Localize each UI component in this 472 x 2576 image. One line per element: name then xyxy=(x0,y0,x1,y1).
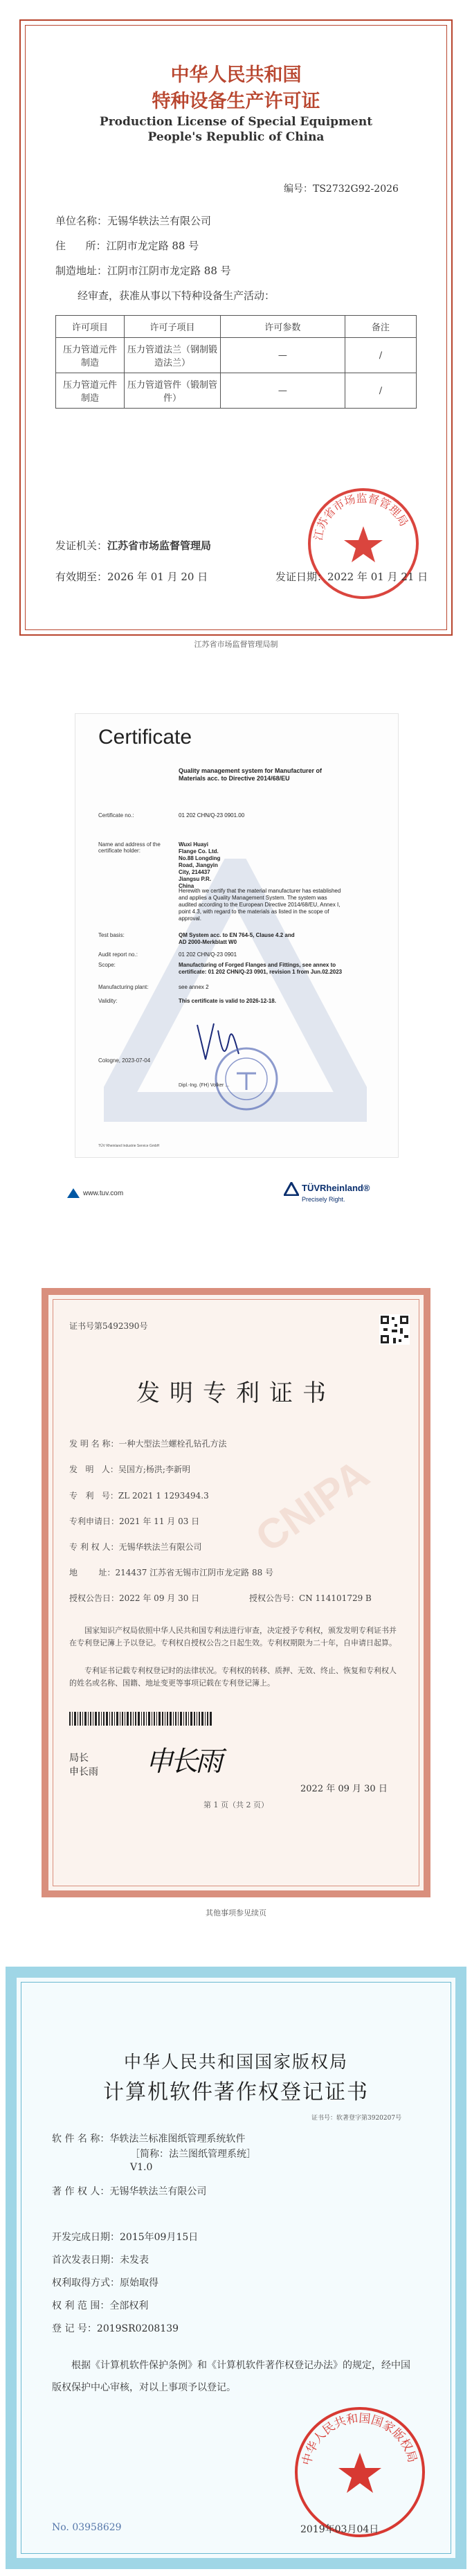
reg-label: 登 记 号： xyxy=(52,2323,97,2334)
table-header-row xyxy=(56,316,417,338)
table-row xyxy=(56,373,417,409)
owner-value: 无锡华轶法兰有限公司 xyxy=(118,1542,202,1552)
audit-label: Audit report no.: xyxy=(98,951,138,958)
software-owner xyxy=(52,2184,206,2198)
patent-date: 2022 年 09 月 30 日 xyxy=(300,1784,388,1794)
software-serial: No. 03958629 xyxy=(52,2522,122,2533)
issuer-value: 江苏省市场监督管理局 xyxy=(107,539,212,552)
table-cell: 压力管道法兰（钢制锻造法兰） xyxy=(125,338,221,373)
license-number xyxy=(284,181,399,195)
license-issuer xyxy=(55,538,211,553)
software-date: 2019年03月04日 xyxy=(300,2524,379,2535)
unit-value: 无锡华轶法兰有限公司 xyxy=(107,215,212,227)
certificate-subtitle: Quality management system for Manufacturer of Materials acc. to Directive 2014/68/EU xyxy=(179,767,323,782)
software-name xyxy=(52,2131,245,2145)
validity-label: Validity: xyxy=(98,998,118,1004)
site-label: 制造地址： xyxy=(55,265,108,277)
grant-label: 授权公告日： xyxy=(69,1593,120,1603)
director-signature: 申长雨 xyxy=(145,1746,220,1778)
patent-body-2: 专利证书记载专利权登记时的法律状况。专利权的转移、质押、无效、终止、恢复和专利权人的姓名或名称、国籍、地址变更等事项记载在专利登记簿上。 xyxy=(69,1666,397,1688)
software-version: V1.0 xyxy=(130,2162,153,2173)
patent-certificate xyxy=(0,1260,472,1953)
tuv-tagline: Precisely Right. xyxy=(302,1196,345,1203)
director-label: 局长 xyxy=(69,1753,89,1764)
footer-org: TÜV Rheinland Industrie Service GmbH xyxy=(98,1144,160,1148)
city-date: Cologne, 2023-07-04 xyxy=(98,1057,151,1064)
license-issue-date: 发证日期：2022 年 01 月 21 日 xyxy=(275,571,428,583)
owner-label: 著 作 权 人： xyxy=(52,2186,110,2197)
address-label: 住 所： xyxy=(55,240,107,252)
address-value: 江阴市龙定路 88 号 xyxy=(106,240,199,252)
software-copyright-certificate xyxy=(0,1953,472,2576)
tuv-stamp-icon xyxy=(212,1044,281,1113)
software-name-short: ［简称：法兰图纸管理系统］ xyxy=(130,2149,256,2160)
addr-value: 214437 江苏省无锡市江阴市龙定路 88 号 xyxy=(115,1568,274,1577)
red-seal-icon xyxy=(305,485,422,602)
patent-no-value: ZL 2021 1 1293494.3 xyxy=(118,1491,209,1501)
table-cell: — xyxy=(221,373,345,409)
apply-value: 2021 年 11 月 03 日 xyxy=(119,1517,200,1526)
software-title-1: 中华人民共和国国家版权局 xyxy=(123,2052,348,2072)
patent-no-label: 专 利 号： xyxy=(69,1491,118,1501)
publish-value: 未发表 xyxy=(120,2255,149,2266)
copyright-seal-icon xyxy=(291,2403,429,2541)
table-header: 许可项目 xyxy=(56,316,125,338)
cert-no-value: 01 202 CHN/Q-23 0901.00 xyxy=(179,812,245,819)
software-reg xyxy=(52,2321,179,2335)
validity-value: 2026 年 01 月 20 日 xyxy=(107,571,208,583)
holder-label: Name and address of the certificate holder: xyxy=(98,841,161,854)
validity-value: This certificate is valid to 2026-12-18. xyxy=(179,998,276,1004)
publish-label: 首次发表日期： xyxy=(52,2255,120,2266)
tuv-brand-logo-icon xyxy=(284,1182,299,1196)
table-cell: 压力管道元件制造 xyxy=(56,373,125,409)
name-value: 华轶法兰标准图纸管理系统软件 xyxy=(109,2134,246,2145)
validity-label: 有效期至： xyxy=(55,571,108,583)
software-reg-no: 证书号：软著登字第3920207号 xyxy=(311,2115,402,2122)
license-title-en-2: People's Republic of China xyxy=(147,130,325,144)
scope-value: Manufacturing of Forged Flanges and Fittings, see annex to certificate: 01 202 CHN/Q-23 0901, revision 1 from Jun.02.2023 xyxy=(179,962,343,975)
patent-number xyxy=(69,1490,209,1501)
software-title-2: 计算机软件著作权登记证书 xyxy=(103,2080,369,2104)
scope-label: Scope: xyxy=(98,962,116,968)
cert-no-label: Certificate no.: xyxy=(98,812,134,819)
tuv-brand: TÜVRheinland® xyxy=(302,1183,370,1193)
cnipa-watermark: CNIPA xyxy=(247,1450,377,1562)
table-cell: 压力管道管件（锻制管件） xyxy=(125,373,221,409)
inventor-label: 发 明 人： xyxy=(69,1465,118,1474)
place-value: see annex 2 xyxy=(179,984,209,990)
unit-label: 单位名称： xyxy=(55,215,108,227)
acquire-label: 权利取得方式： xyxy=(52,2278,120,2289)
addr-label: 地 址： xyxy=(69,1568,116,1577)
patent-inventor xyxy=(69,1463,190,1475)
software-publish-date xyxy=(52,2253,149,2266)
software-done-date xyxy=(52,2230,198,2244)
scope-value: 全部权利 xyxy=(109,2300,149,2311)
certificate-statement: Herewith we certify that the material manufacturer has established and applies a Quality Management System. The system was audited according to the European Directive 2014/68/EU, Annex I, point 4.3, with regard to the materials as listed in the scope of approval. xyxy=(179,888,341,922)
production-license xyxy=(0,0,472,651)
owner-value: 无锡华轶法兰有限公司 xyxy=(109,2186,207,2197)
basis-value: QM System acc. to EN 764-5, Clause 4.2 and AD 2000-Merkblatt W0 xyxy=(179,932,295,945)
table-header: 许可参数 xyxy=(221,316,345,338)
patent-title: 发明专利证书 xyxy=(136,1379,336,1407)
certificate-title: Certificate xyxy=(98,726,192,749)
table-cell: 压力管道元件制造 xyxy=(56,338,125,373)
license-footer: 江苏省市场监督管理局制 xyxy=(194,640,278,649)
license-title-cn-2: 特种设备生产许可证 xyxy=(152,91,320,112)
software-body: 根据《计算机软件保护条例》和《计算机软件著作权登记办法》的规定，经中国版权保护中心审核，对以上事项予以登记。 xyxy=(52,2360,410,2393)
tuv-triangle-logo-icon xyxy=(66,1188,80,1199)
license-title-en-1: Production License of Special Equipment xyxy=(99,115,373,129)
apply-label: 专利申请日： xyxy=(69,1517,120,1526)
place-label: Manufacturing plant: xyxy=(98,984,149,990)
license-site xyxy=(55,263,231,278)
patent-body: 国家知识产权局依照中华人民共和国专利法进行审查，决定授予专利权，颁发发明专利证书并在专利登记簿上予以登记。专利权自授权公告之日起生效。专利权期限为二十年，自申请日起算。 xyxy=(69,1626,397,1647)
acquire-value: 原始取得 xyxy=(120,2278,158,2289)
table-cell: / xyxy=(345,373,416,409)
done-label: 开发完成日期： xyxy=(52,2232,120,2243)
table-cell: / xyxy=(345,338,416,373)
patent-cert-no: 证书号第5492390号 xyxy=(69,1321,148,1331)
license-title-cn-1: 中华人民共和国 xyxy=(170,64,302,86)
owner-label: 专 利 权 人： xyxy=(69,1542,119,1552)
grant-no-value: CN 114101729 B xyxy=(299,1593,372,1603)
name-label: 软 件 名 称： xyxy=(52,2134,110,2145)
patent-address xyxy=(69,1566,273,1578)
software-scope xyxy=(52,2298,148,2312)
reg-value: 2019SR0208139 xyxy=(96,2323,179,2334)
patent-grant-no xyxy=(249,1592,372,1604)
signer-name: Dipl.-Ing. (FH) Volker ... xyxy=(179,1083,230,1088)
site-value: 江阴市江阴市龙定路 88 号 xyxy=(107,265,231,277)
table-header: 许可子项目 xyxy=(125,316,221,338)
license-table xyxy=(55,315,417,409)
license-statement: 经审查，获准从事以下特种设备生产活动： xyxy=(78,289,275,302)
scope-label: 权 利 范 围： xyxy=(52,2300,110,2311)
audit-value: 01 202 CHN/Q-23 0901 xyxy=(179,951,237,958)
software-acquire xyxy=(52,2275,158,2289)
basis-label: Test basis: xyxy=(98,932,125,938)
patent-footer: 其他事项参见续页 xyxy=(206,1908,266,1917)
inventor-value: 吴国方;杨洪;李新明 xyxy=(118,1465,190,1474)
patent-grant-date xyxy=(69,1592,199,1604)
license-unit xyxy=(55,213,211,228)
patent-page: 第 1 页（共 2 页） xyxy=(203,1800,269,1809)
name-label: 发 明 名 称： xyxy=(69,1439,119,1449)
grant-value: 2022 年 09 月 30 日 xyxy=(119,1593,200,1603)
table-row xyxy=(56,338,417,373)
grant-no-label: 授权公告号： xyxy=(249,1593,300,1603)
license-number-value: TS2732G92-2026 xyxy=(313,184,399,195)
patent-apply-date xyxy=(69,1515,199,1527)
barcode-icon xyxy=(69,1712,215,1726)
done-value: 2015年09月15日 xyxy=(120,2232,199,2243)
seal-text: 江苏省市场监督管理局 xyxy=(311,491,411,542)
table-cell: — xyxy=(221,338,345,373)
seal-text: 中华人民共和国国家版权局 xyxy=(300,2411,419,2467)
license-validity xyxy=(55,569,208,584)
license-number-label: 编号： xyxy=(284,184,313,195)
director-name-label: 申长雨 xyxy=(69,1766,98,1778)
issuer-label: 发证机关： xyxy=(55,539,108,552)
license-address xyxy=(55,238,199,253)
holder-value: Wuxi Huayi Flange Co. Ltd. No.88 Longding Road, Jiangyin City, 214437 Jiangsu P.R. China xyxy=(179,841,221,889)
footer-url: www.tuv.com xyxy=(83,1190,124,1197)
name-value: 一种大型法兰螺栓孔钻孔方法 xyxy=(118,1439,227,1449)
table-header: 备注 xyxy=(345,316,416,338)
patent-name xyxy=(69,1438,226,1449)
patent-owner xyxy=(69,1541,201,1553)
tuv-certificate xyxy=(0,651,472,1260)
qr-code-icon xyxy=(379,1314,410,1345)
